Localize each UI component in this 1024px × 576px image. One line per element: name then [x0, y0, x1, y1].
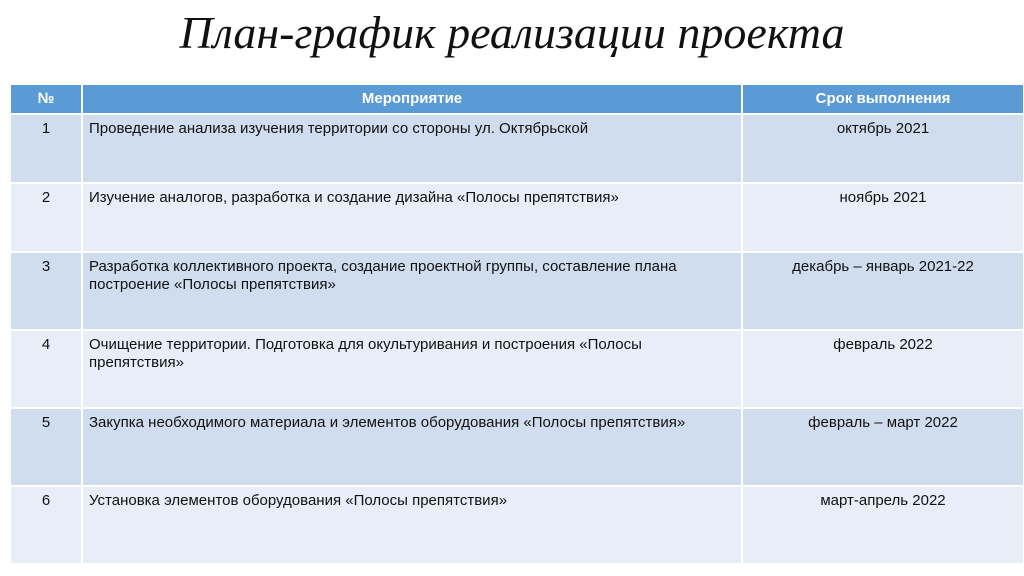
row-event: Изучение аналогов, разработка и создание дизайна «Полосы препятствия»: [82, 183, 742, 252]
page-title: План-график реализации проекта: [179, 7, 845, 58]
table-row: [10, 408, 1024, 486]
row-num: 2: [10, 183, 82, 252]
schedule-table: [9, 83, 1024, 565]
row-num: 3: [10, 252, 82, 330]
table-row: [10, 183, 1024, 252]
row-num: 6: [10, 486, 82, 564]
row-term: ноябрь 2021: [742, 183, 1024, 252]
header-num: №: [10, 84, 82, 114]
row-event: Установка элементов оборудования «Полосы препятствия»: [82, 486, 742, 564]
row-num: 4: [10, 330, 82, 408]
row-term: декабрь – январь 2021-22: [742, 252, 1024, 330]
row-event: Закупка необходимого материала и элементов оборудования «Полосы препятствия»: [82, 408, 742, 486]
row-event: Разработка коллективного проекта, создание проектной группы, составление плана построение «Полосы препятствия»: [82, 252, 742, 330]
row-term: март-апрель 2022: [742, 486, 1024, 564]
table-row: [10, 486, 1024, 564]
row-term: октябрь 2021: [742, 114, 1024, 183]
row-num: 5: [10, 408, 82, 486]
row-event: Проведение анализа изучения территории со стороны ул. Октябрьской: [82, 114, 742, 183]
header-event: Мероприятие: [82, 84, 742, 114]
table-header-row: [10, 84, 1024, 114]
row-num: 1: [10, 114, 82, 183]
table-row: [10, 330, 1024, 408]
row-term: февраль – март 2022: [742, 408, 1024, 486]
header-term: Срок выполнения: [742, 84, 1024, 114]
table-row: [10, 252, 1024, 330]
table-row: [10, 114, 1024, 183]
row-event: Очищение территории. Подготовка для окультуривания и построения «Полосы препятствия»: [82, 330, 742, 408]
row-term: февраль 2022: [742, 330, 1024, 408]
